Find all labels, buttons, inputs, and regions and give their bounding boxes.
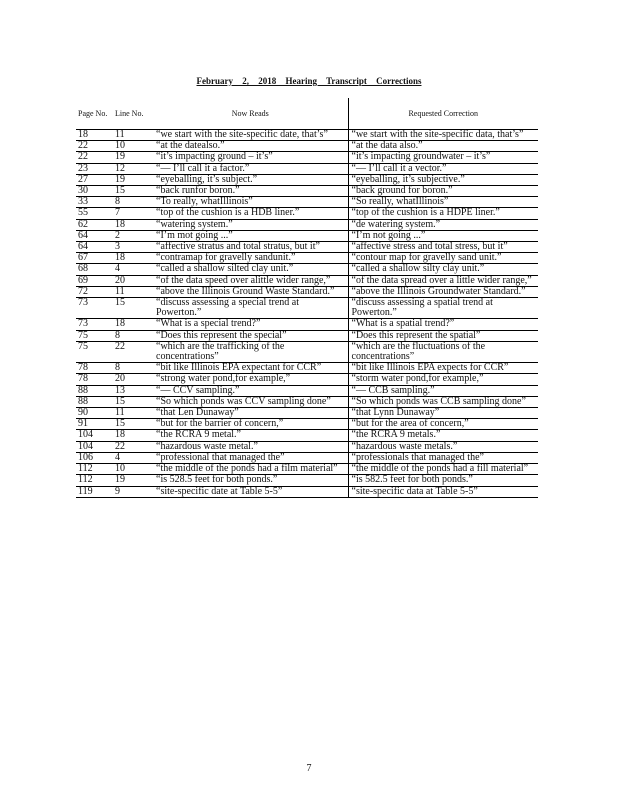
table-row (76, 298, 538, 319)
cell-page-no: 106 (76, 452, 113, 463)
cell-requested-correction: “the middle of the ponds had a fill material” (348, 464, 538, 475)
cell-requested-correction: “but for the area of concern,” (348, 419, 538, 430)
corrections-table (76, 98, 538, 498)
cell-requested-correction: “top of the cushion is a HDPE liner.” (348, 208, 538, 219)
cell-line-no: 15 (113, 186, 153, 197)
cell-now-reads: “strong water pond,for example,” (153, 374, 348, 385)
cell-now-reads: “top of the cushion is a HDB liner.” (153, 208, 348, 219)
cell-page-no: 62 (76, 219, 113, 230)
cell-now-reads: “which are the trafficking of the concentrations” (153, 341, 348, 362)
cell-now-reads: “professional that managed the” (153, 452, 348, 463)
header-line-no: Line No. (113, 98, 153, 130)
table-row (76, 385, 538, 396)
cell-line-no: 4 (113, 452, 153, 463)
cell-page-no: 67 (76, 253, 113, 264)
cell-now-reads: “the RCRA 9 metal.” (153, 430, 348, 441)
cell-requested-correction: “of the data spread over a little wider range,” (348, 275, 538, 286)
cell-line-no: 18 (113, 219, 153, 230)
cell-now-reads: “contramap for gravelly sandunit.” (153, 253, 348, 264)
table-row (76, 130, 538, 141)
cell-requested-correction: “affective stress and total stress, but it” (348, 242, 538, 253)
cell-requested-correction: “discuss assessing a spatial trend at Powerton.” (348, 298, 538, 319)
cell-line-no: 10 (113, 141, 153, 152)
cell-line-no: 4 (113, 264, 153, 275)
cell-requested-correction: “Does this represent the spatial” (348, 330, 538, 341)
cell-page-no: 75 (76, 341, 113, 362)
cell-line-no: 20 (113, 374, 153, 385)
table-row (76, 163, 538, 174)
cell-now-reads: “above the Illinois Ground Waste Standard.” (153, 286, 348, 297)
table-row (76, 330, 538, 341)
cell-requested-correction: “contour map for gravelly sand unit.” (348, 253, 538, 264)
cell-line-no: 11 (113, 408, 153, 419)
cell-now-reads: “that Len Dunaway” (153, 408, 348, 419)
cell-page-no: 69 (76, 275, 113, 286)
cell-page-no: 22 (76, 141, 113, 152)
cell-requested-correction: “is 582.5 feet for both ponds.” (348, 475, 538, 486)
cell-line-no: 13 (113, 385, 153, 396)
cell-page-no: 104 (76, 441, 113, 452)
header-page-no: Page No. (76, 98, 113, 130)
cell-now-reads: “hazardous waste metal.” (153, 441, 348, 452)
cell-requested-correction: “at the data also.” (348, 141, 538, 152)
page-number: 7 (306, 763, 312, 774)
cell-requested-correction: “which are the fluctuations of the concentrations” (348, 341, 538, 362)
cell-requested-correction: “we start with the site-specific data, that’s” (348, 130, 538, 141)
table-row (76, 374, 538, 385)
cell-page-no: 91 (76, 419, 113, 430)
cell-requested-correction: “So which ponds was CCB sampling done” (348, 396, 538, 407)
table-row (76, 408, 538, 419)
table-row (76, 230, 538, 241)
header-now-reads: Now Reads (153, 98, 348, 130)
cell-line-no: 11 (113, 286, 153, 297)
cell-requested-correction: “that Lynn Dunaway” (348, 408, 538, 419)
cell-page-no: 104 (76, 430, 113, 441)
cell-now-reads: “So which ponds was CCV sampling done” (153, 396, 348, 407)
cell-now-reads: “— CCV sampling.” (153, 385, 348, 396)
table-row (76, 464, 538, 475)
cell-page-no: 73 (76, 298, 113, 319)
cell-page-no: 27 (76, 174, 113, 185)
cell-line-no: 15 (113, 419, 153, 430)
table-row (76, 341, 538, 362)
cell-now-reads: “it’s impacting ground – it’s” (153, 152, 348, 163)
table-row (76, 475, 538, 486)
cell-line-no: 18 (113, 253, 153, 264)
table-row (76, 242, 538, 253)
cell-requested-correction: “the RCRA 9 metals.” (348, 430, 538, 441)
cell-page-no: 88 (76, 385, 113, 396)
cell-line-no: 19 (113, 174, 153, 185)
cell-requested-correction: “back ground for boron.” (348, 186, 538, 197)
table-row (76, 253, 538, 264)
table-body (76, 130, 538, 498)
cell-page-no: 112 (76, 464, 113, 475)
cell-requested-correction: “So really, whatIllinois” (348, 197, 538, 208)
table-row (76, 452, 538, 463)
cell-requested-correction: “bit like Illinois EPA expects for CCR” (348, 363, 538, 374)
cell-requested-correction: “What is a spatial trend?” (348, 319, 538, 330)
cell-now-reads: “back runfor boron.” (153, 186, 348, 197)
table-row (76, 152, 538, 163)
cell-line-no: 9 (113, 486, 153, 497)
cell-now-reads: “To really, whatIllinois” (153, 197, 348, 208)
cell-requested-correction: “professionals that managed the” (348, 452, 538, 463)
cell-now-reads: “but for the barrier of concern,” (153, 419, 348, 430)
cell-line-no: 3 (113, 242, 153, 253)
cell-line-no: 2 (113, 230, 153, 241)
cell-line-no: 10 (113, 464, 153, 475)
cell-now-reads: “is 528.5 feet for both ponds.” (153, 475, 348, 486)
cell-now-reads: “discuss assessing a special trend at Powerton.” (153, 298, 348, 319)
cell-line-no: 8 (113, 330, 153, 341)
cell-line-no: 11 (113, 130, 153, 141)
table-row (76, 174, 538, 185)
table-row (76, 441, 538, 452)
cell-line-no: 8 (113, 197, 153, 208)
table-row (76, 363, 538, 374)
cell-page-no: 68 (76, 264, 113, 275)
cell-now-reads: “eyeballing, it’s subject.” (153, 174, 348, 185)
cell-line-no: 7 (113, 208, 153, 219)
table-header-row (76, 98, 538, 130)
cell-requested-correction: “called a shallow silty clay unit.” (348, 264, 538, 275)
cell-line-no: 19 (113, 152, 153, 163)
cell-line-no: 22 (113, 441, 153, 452)
table-row (76, 286, 538, 297)
header-requested-correction: Requested Correction (348, 98, 538, 130)
table-row (76, 430, 538, 441)
cell-requested-correction: “— I’ll call it a vector.” (348, 163, 538, 174)
cell-page-no: 64 (76, 242, 113, 253)
table-row (76, 197, 538, 208)
cell-line-no: 20 (113, 275, 153, 286)
cell-now-reads: “the middle of the ponds had a film material” (153, 464, 348, 475)
cell-page-no: 78 (76, 363, 113, 374)
table-row (76, 486, 538, 497)
table-row (76, 141, 538, 152)
cell-requested-correction: “hazardous waste metals.” (348, 441, 538, 452)
cell-now-reads: “called a shallow silted clay unit.” (153, 264, 348, 275)
cell-requested-correction: “I’m not going ...” (348, 230, 538, 241)
table-row (76, 219, 538, 230)
cell-now-reads: “Does this represent the special” (153, 330, 348, 341)
table-row (76, 319, 538, 330)
cell-now-reads: “of the data speed over alittle wider range,” (153, 275, 348, 286)
cell-line-no: 19 (113, 475, 153, 486)
table-row (76, 396, 538, 407)
table-row (76, 264, 538, 275)
cell-requested-correction: “site-specific data at Table 5-5” (348, 486, 538, 497)
cell-now-reads: “I’m mot going ...” (153, 230, 348, 241)
cell-page-no: 18 (76, 130, 113, 141)
cell-page-no: 73 (76, 319, 113, 330)
cell-line-no: 22 (113, 341, 153, 362)
cell-page-no: 90 (76, 408, 113, 419)
cell-requested-correction: “— CCB sampling.” (348, 385, 538, 396)
cell-requested-correction: “eyeballing, it’s subjective.” (348, 174, 538, 185)
cell-line-no: 18 (113, 319, 153, 330)
table-row (76, 275, 538, 286)
corrections-table-container (76, 98, 538, 498)
cell-page-no: 72 (76, 286, 113, 297)
cell-line-no: 12 (113, 163, 153, 174)
cell-line-no: 8 (113, 363, 153, 374)
document-title: February 2, 2018 Hearing Transcript Corrections (196, 76, 422, 86)
cell-line-no: 15 (113, 298, 153, 319)
cell-line-no: 18 (113, 430, 153, 441)
cell-requested-correction: “storm water pond,for example,” (348, 374, 538, 385)
cell-page-no: 88 (76, 396, 113, 407)
cell-now-reads: “affective stratus and total stratus, but it” (153, 242, 348, 253)
cell-page-no: 75 (76, 330, 113, 341)
cell-page-no: 22 (76, 152, 113, 163)
cell-now-reads: “watering system.” (153, 219, 348, 230)
cell-requested-correction: “above the Illinois Groundwater Standard.” (348, 286, 538, 297)
table-row (76, 208, 538, 219)
cell-now-reads: “— I’ll call it a factor.” (153, 163, 348, 174)
table-row (76, 419, 538, 430)
cell-page-no: 78 (76, 374, 113, 385)
cell-now-reads: “we start with the site-specific date, that’s” (153, 130, 348, 141)
cell-page-no: 55 (76, 208, 113, 219)
cell-page-no: 30 (76, 186, 113, 197)
cell-now-reads: “site-specific date at Table 5-5” (153, 486, 348, 497)
cell-page-no: 23 (76, 163, 113, 174)
cell-page-no: 33 (76, 197, 113, 208)
cell-requested-correction: “it’s impacting groundwater – it’s” (348, 152, 538, 163)
cell-now-reads: “at the datealso.” (153, 141, 348, 152)
cell-page-no: 112 (76, 475, 113, 486)
cell-now-reads: “bit like Illinois EPA expectant for CCR” (153, 363, 348, 374)
table-row (76, 186, 538, 197)
cell-now-reads: “What is a special trend?” (153, 319, 348, 330)
cell-page-no: 119 (76, 486, 113, 497)
cell-page-no: 64 (76, 230, 113, 241)
cell-requested-correction: “de watering system.” (348, 219, 538, 230)
cell-line-no: 15 (113, 396, 153, 407)
